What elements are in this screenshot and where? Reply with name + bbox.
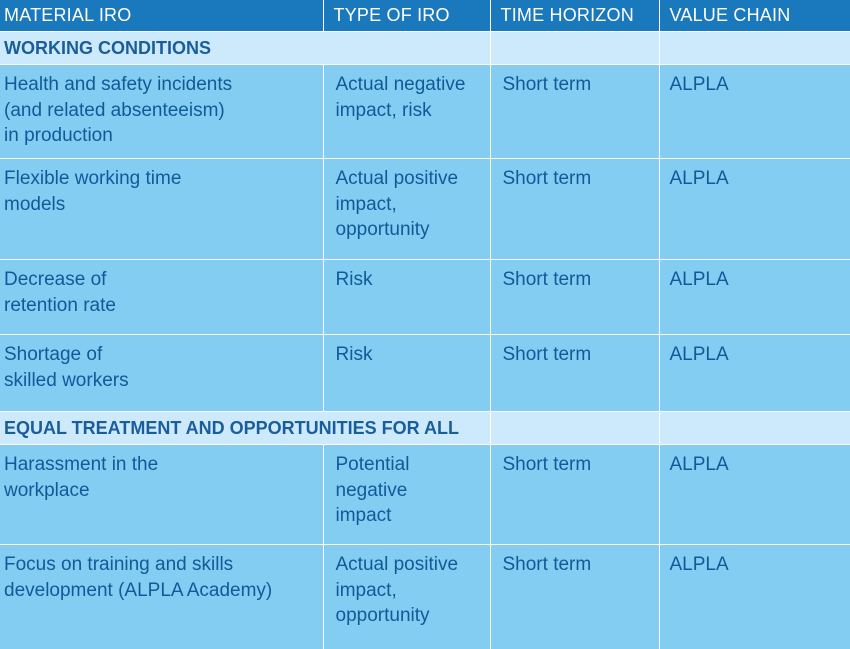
material-iro-cell: Focus on training and skills development (ALPLA Academy) xyxy=(0,545,323,649)
section-blank-cell xyxy=(490,412,659,445)
header-row xyxy=(0,0,850,32)
header-type-of-iro: TYPE OF IRO xyxy=(323,0,490,32)
table-row xyxy=(0,445,850,545)
table-row xyxy=(0,545,850,649)
table-row xyxy=(0,159,850,260)
type-of-iro-cell: Actual positive impact, opportunity xyxy=(323,545,490,649)
time-horizon-cell: Short term xyxy=(490,65,659,159)
header-value-chain: VALUE CHAIN xyxy=(659,0,850,32)
material-iro-cell: Flexible working time models xyxy=(0,159,323,260)
section-blank-cell xyxy=(490,32,659,65)
material-iro-cell: Harassment in the workplace xyxy=(0,445,323,545)
material-iro-cell: Decrease of retention rate xyxy=(0,260,323,335)
type-of-iro-cell: Actual negative impact, risk xyxy=(323,65,490,159)
table-row xyxy=(0,65,850,159)
value-chain-cell: ALPLA xyxy=(659,445,850,545)
table-row xyxy=(0,260,850,335)
material-iro-cell: Health and safety incidents (and related absenteeism) in production xyxy=(0,65,323,159)
type-of-iro-cell: Potential negative impact xyxy=(323,445,490,545)
section-row xyxy=(0,32,850,65)
time-horizon-cell: Short term xyxy=(490,260,659,335)
type-of-iro-cell: Actual positive impact, opportunity xyxy=(323,159,490,260)
section-title: WORKING CONDITIONS xyxy=(0,32,490,65)
value-chain-cell: ALPLA xyxy=(659,545,850,649)
material-iro-cell: Shortage of skilled workers xyxy=(0,335,323,412)
type-of-iro-cell: Risk xyxy=(323,260,490,335)
header-material-iro: MATERIAL IRO xyxy=(0,0,323,32)
section-blank-cell xyxy=(659,32,850,65)
value-chain-cell: ALPLA xyxy=(659,159,850,260)
section-row xyxy=(0,412,850,445)
table-row xyxy=(0,335,850,412)
time-horizon-cell: Short term xyxy=(490,545,659,649)
time-horizon-cell: Short term xyxy=(490,159,659,260)
type-of-iro-cell: Risk xyxy=(323,335,490,412)
value-chain-cell: ALPLA xyxy=(659,65,850,159)
time-horizon-cell: Short term xyxy=(490,445,659,545)
value-chain-cell: ALPLA xyxy=(659,335,850,412)
time-horizon-cell: Short term xyxy=(490,335,659,412)
section-title: EQUAL TREATMENT AND OPPORTUNITIES FOR ALL xyxy=(0,412,490,445)
value-chain-cell: ALPLA xyxy=(659,260,850,335)
section-blank-cell xyxy=(659,412,850,445)
header-time-horizon: TIME HORIZON xyxy=(490,0,659,32)
